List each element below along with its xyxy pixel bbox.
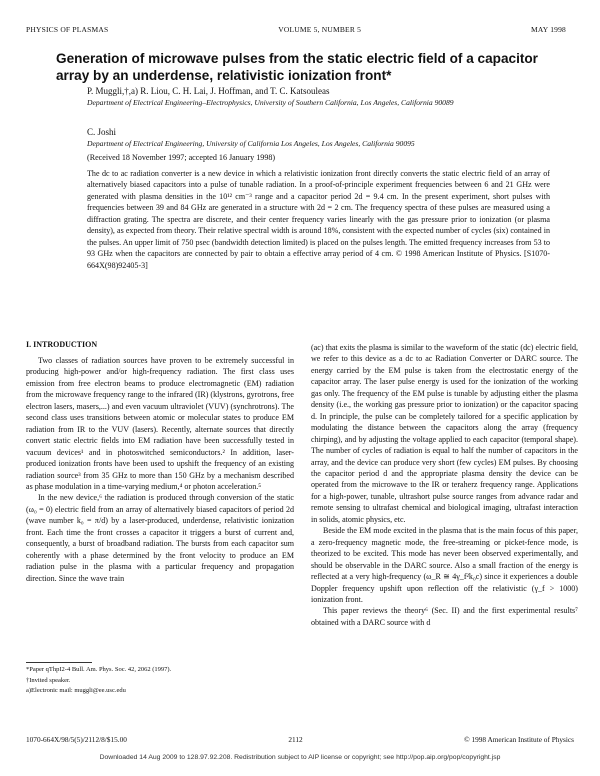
paragraph: This paper reviews the theory⁶ (Sec. II) and the first experimental results⁷ obtained with a DARC source with d xyxy=(311,606,578,627)
copyright: © 1998 American Institute of Physics xyxy=(464,735,574,744)
footnote-rule xyxy=(26,662,92,663)
footnotes xyxy=(26,665,294,697)
page-number: 2112 xyxy=(288,735,303,744)
body-column-left xyxy=(26,355,294,584)
journal-name: PHYSICS OF PLASMAS xyxy=(26,25,109,34)
issue-date: MAY 1998 xyxy=(530,25,566,34)
page-footer xyxy=(26,735,574,744)
article-title: Generation of microwave pulses from the static electric field of a capacitor array by an underdense, relativistic ionization front* xyxy=(56,51,538,83)
affiliation-1: Department of Electrical Engineering–Electrophysics, University of Southern California, Los Angeles, California 90089 xyxy=(87,98,454,107)
running-header xyxy=(26,25,566,34)
paragraph: (ac) that exits the plasma is similar to the waveform of the static (dc) electric field, we refer to this device as a dc to ac Radiation Converter or DARC source. The energy carried by the EM pulse is taken from the electrostatic energy of the capacitor array. The laser pulse energy is used for the ionization of the working gas only. The frequency of the EM pulse is tunable by adjusting either the plasma density (i.e., the working gas pressure prior to ionization) or the capacitor spacing d. In principle, the pulse can be completely tailored for a specific application by modulating the distance between the capacitors along the array (frequency chirping), and by adjusting the voltage applied to each capacitor (temporal shape). The number of cycles of radiation is equal to half the number of capacitors in the array, and the device can produce very short (few cycles) EM pulses. By choosing the capacitor period d and the appropriate plasma density the device can be operated from the microwave to the IR or teraherz frequency range. Applications for a high-power, tunable, ultrashort pulse source ranges from advance radar and remote sensing to ultrafast chemical and biological imaging, ultrafast interaction in solids, atomic physics, etc. xyxy=(311,343,578,524)
footnote: *Paper qThpI2-4 Bull. Am. Phys. Soc. 42, 2062 (1997). xyxy=(26,666,172,673)
footnote-email[interactable]: a)Electronic mail: muggli@ee.usc.edu xyxy=(26,687,126,694)
abstract: The dc to ac radiation converter is a new device in which a relativistic ionization front directly converts the static electric field of an array of alternatively biased capacitors into a pulse of tunable radiation. In a proof-of-principle experiment frequencies between 6 and 21 GHz were generated with plasma densities in the 10¹² cm⁻³ range and a capacitor period 2d = 9.4 cm. In the present experiment, short pulses with frequencies between 39 and 84 GHz are generated in a structure with 2d = 2 cm. The frequency spectra of these pulses are measured using a diffraction grating. The spectra are discrete, and their center frequency varies linearly with the gas pressure prior to ionization (or plasma density), as expected from theory. Their relative spectral width is around 18%, consistent with the expected number of cycles (six) contained in the pulses. An upper limit of 750 psec (bandwidth detection limited) is placed on the pulses length. The emitted frequency increases from 53 to 93 GHz when the capacitors are connected by pair to obtain a effective array period of 4 cm. © 1998 American Institute of Physics. [S1070-664X(98)92405-3] xyxy=(87,169,550,270)
section-heading: I. INTRODUCTION xyxy=(26,340,98,349)
paragraph: Beside the EM mode excited in the plasma that is the main focus of this paper, a zero-frequency magnetic mode, the free-streaming or picket-fence mode, is theorized to be excited. This mode has never been observed experimentally, and should be observable in the DARC source. Also a small fraction of the energy is reflected at a very high-frequency (ω_R ≅ 4γ_f²k₀c) since it experiences a double Doppler frequency upshift upon reflection off the relativistic (γ_f > 1000) ionization front. xyxy=(311,526,578,604)
download-notice: Downloaded 14 Aug 2009 to 128.97.92.208. Redistribution subject to AIP license or copyright; see http://pop.aip.org/pop/copyright.jsp xyxy=(99,754,501,761)
volume-number: VOLUME 5, NUMBER 5 xyxy=(278,25,362,34)
paragraph: Two classes of radiation sources have proven to be extremely successful in producing high-power and/or high-frequency radiation. The first class uses emission from free electron beams to produce electromagnetic (EM) radiation from the microwave frequency range to the infrared (IR) (klystrons, gyrotrons, free electron lasers, masers,...) and even vacuum ultraviolet (VUV) (synchrotrons). The second class uses transitions between atomic or molecular states to produce EM radiation from IR to the VUV (lasers). Recently, alternate sources that directly convert static electric fields into EM radiation have been successfully tested in vacuum devices¹ and in photoswitched semiconductors.² In addition, laser-produced ionization fronts have been used to upshift the frequency of an existing radiation source³ from 35 GHz to more than 150 GHz by a mechanism described as phase modulation in a time-varying medium,⁴ or photon acceleration.⁵ xyxy=(26,356,294,491)
author-list-1: P. Muggli,†,a) R. Liou, C. H. Lai, J. Hoffman, and T. C. Katsouleas xyxy=(87,86,330,96)
body-column-right xyxy=(311,342,578,628)
paragraph: In the new device,⁶ the radiation is produced through conversion of the static (ω₀ = 0) electric field from an array of alternatively biased capacitors of period 2d (wave number k₀ = π/d) by a laser-produced, underdense, relativistic ionization front. Each time the front crosses a capacitor it triggers a burst of current and, consequently, a burst of broadband radiation. The bursts from each capacitor sum coherently with a phase determined by the front velocity to produce an EM radiation pulse in the plasma with a particular frequency and propagation direction. Since the wave train xyxy=(26,493,294,583)
footnote: †Invited speaker. xyxy=(26,676,71,684)
article-code: 1070-664X/98/5(5)/2112/8/$15.00 xyxy=(26,735,127,744)
affiliation-2: Department of Electrical Engineering, University of California Los Angeles, Los Angeles, California 90095 xyxy=(87,139,415,148)
received-dates: (Received 18 November 1997; accepted 16 January 1998) xyxy=(87,153,276,162)
author-list-2: C. Joshi xyxy=(87,127,117,137)
